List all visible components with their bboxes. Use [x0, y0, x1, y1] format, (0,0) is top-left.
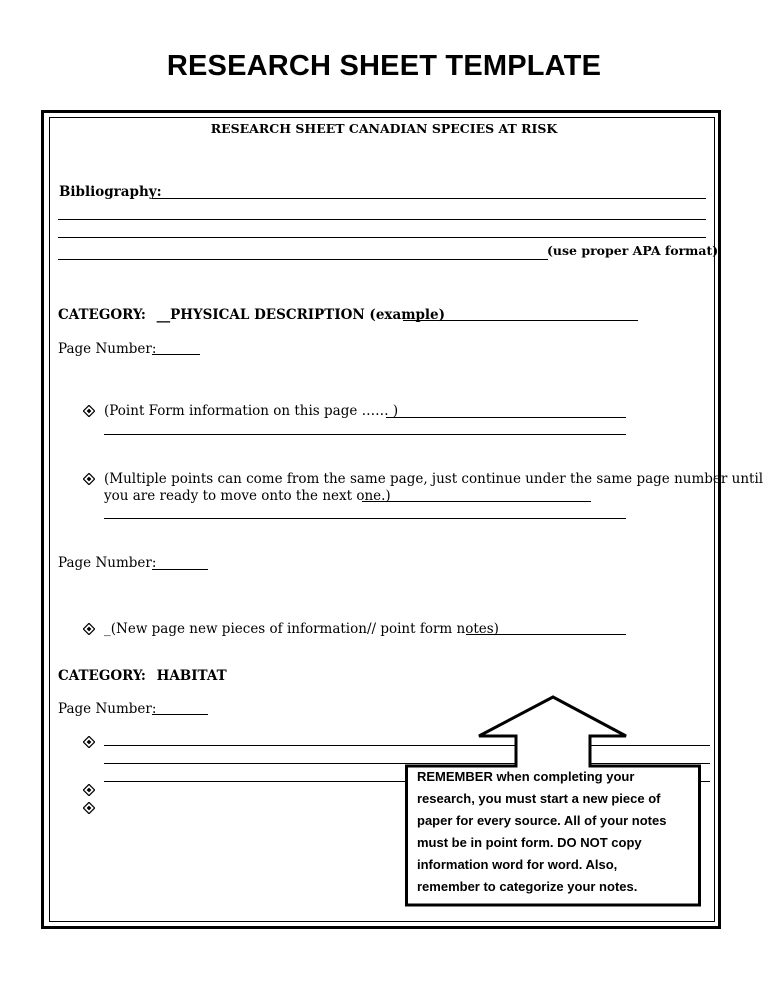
page-number-line-3[interactable] — [152, 714, 208, 715]
category-label-text: CATEGORY: — [58, 307, 146, 323]
bullet-line-1b[interactable] — [104, 434, 626, 435]
bullet-line-1a[interactable] — [386, 417, 626, 418]
reminder-callout — [405, 766, 701, 904]
callout-line: paper for every source. All of your notes — [417, 813, 667, 828]
bibliography-line-1[interactable] — [152, 198, 706, 199]
page-number-line-2[interactable] — [152, 569, 208, 570]
category-value: __PHYSICAL DESCRIPTION (example) — [156, 307, 446, 323]
bibliography-line-3[interactable] — [58, 237, 706, 238]
category-line[interactable] — [403, 320, 638, 321]
diamond-bullet-icon — [83, 623, 95, 635]
bullet-text-new-page: _(New page new pieces of information// point form notes) — [104, 621, 499, 637]
page-number-label: Page Number: — [58, 341, 157, 357]
bullet-line-new-page[interactable] — [466, 634, 626, 635]
diamond-bullet-icon — [83, 784, 95, 796]
diamond-bullet-icon — [83, 473, 95, 485]
callout-line: research, you must start a new piece of — [417, 791, 661, 806]
page-number-label-3: Page Number: — [58, 701, 157, 717]
diamond-bullet-icon — [83, 736, 95, 748]
callout-line: information word for word. Also, — [417, 857, 618, 872]
bullet-text-2: (Multiple points can come from the same page, just continue under the same page number until — [104, 471, 764, 487]
bibliography-line-2[interactable] — [58, 219, 706, 220]
diamond-bullet-icon — [83, 405, 95, 417]
category-habitat-label — [58, 668, 227, 684]
page-number-line[interactable] — [152, 354, 200, 355]
bibliography-label: Bibliography: — [59, 184, 162, 200]
category-label-text-2: CATEGORY: — [58, 668, 146, 684]
apa-format-note: (use proper APA format) — [547, 243, 719, 258]
callout-line: must be in point form. DO NOT copy — [417, 835, 642, 850]
callout-line: remember to categorize your notes. — [417, 879, 638, 894]
category-label — [58, 307, 445, 323]
sheet-subtitle: RESEARCH SHEET CANADIAN SPECIES AT RISK — [210, 121, 558, 136]
bibliography-line-4[interactable] — [58, 259, 548, 260]
category-habitat-value: HABITAT — [156, 668, 227, 684]
bullet-text-2-cont: you are ready to move onto the next one.) — [104, 488, 391, 504]
bullet-line-2a[interactable] — [362, 501, 591, 502]
page-title: RESEARCH SHEET TEMPLATE — [166, 50, 602, 82]
callout-line: REMEMBER when completing your — [417, 769, 635, 784]
diamond-bullet-icon — [83, 802, 95, 814]
bullet-text-1: (Point Form information on this page …… ) — [104, 403, 399, 419]
bullet-line-2b[interactable] — [104, 518, 626, 519]
page-number-label-2: Page Number: — [58, 555, 157, 571]
